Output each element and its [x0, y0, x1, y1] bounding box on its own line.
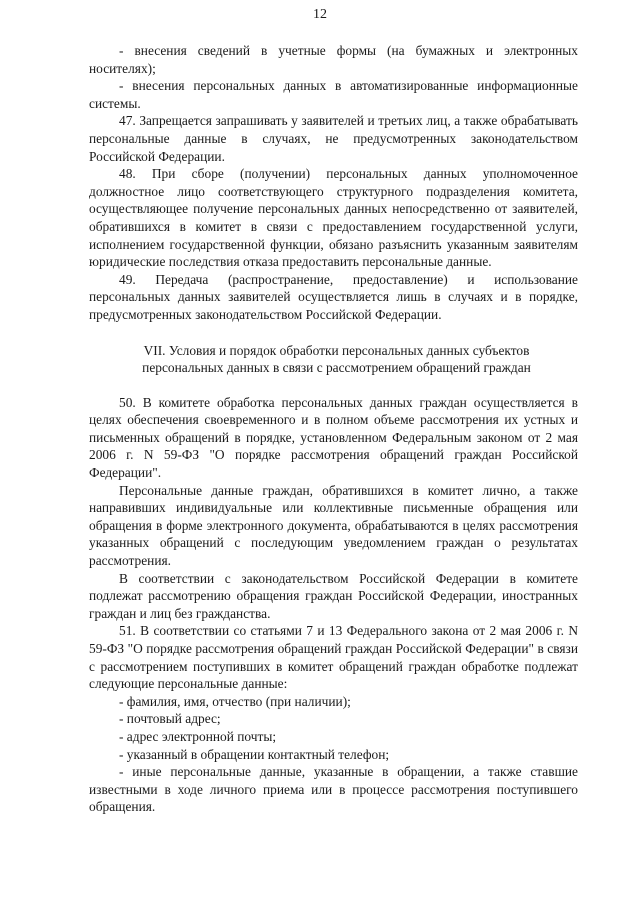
paragraph-51: 51. В соответствии со статьями 7 и 13 Федерального закона от 2 мая 2006 г. N 59-ФЗ "О порядке рассмотрения обращений граждан Российской Федерации" в связи с рассмотрением поступивших в комитет обращений граждан обработке подлежат следующие персональные данные: — [89, 623, 578, 692]
paragraph: Персональные данные граждан, обратившихся в комитет лично, а также направивших индивидуальные или коллективные письменные обращения или обращения в форме электронного документа, обрабатываются в целях рассмотрения указанных обращений с последующим уведомлением граждан о результатах рассмотрения. — [89, 482, 578, 569]
paragraph-48: 48. При сборе (получении) персональных данных уполномоченное должностное лицо соответствующего структурного подразделения комитета, осуществляющее получение персональных данных непосредственно от заявителей, обратившихся в комитет в связи с предоставлением государственной услуги, исполнением государственной функции, обязано разъяснить указанным заявителям юридические последствия отказа предоставить персональные данные. — [89, 166, 578, 270]
section-heading — [89, 342, 578, 377]
paragraph-47: 47. Запрещается запрашивать у заявителей и третьих лиц, а также обрабатывать персональные данные в случаях, не предусмотренных законодательством Российской Федерации. — [89, 113, 578, 164]
page-body — [89, 42, 578, 816]
list-item: - указанный в обращении контактный телефон; — [119, 746, 390, 762]
paragraph-49: 49. Передача (распространение, предоставление) и использование персональных данных заявителей осуществляется лишь в случаях и в порядке, предусмотренных законодательством Российской Федерации. — [89, 271, 578, 322]
list-item: - фамилия, имя, отчество (при наличии); — [119, 693, 351, 709]
list-item: - иные персональные данные, указанные в обращении, а также ставшие известными в ходе личного приема или в процессе рассмотрения поступившего обращения. — [89, 764, 578, 815]
list-item: - почтовый адрес; — [119, 711, 221, 727]
paragraph-50: 50. В комитете обработка персональных данных граждан осуществляется в целях обеспечения своевременного и в полном объеме рассмотрения их устных и письменных обращений в порядке, установленном Федеральным законом от 2 мая 2006 г. N 59-ФЗ "О порядке рассмотрения обращений граждан Российской Федерации". — [89, 394, 578, 481]
spacer — [89, 324, 578, 342]
paragraph-list-item: - внесения сведений в учетные формы (на бумажных и электронных носителях); — [89, 43, 578, 76]
paragraph-list-item: - внесения персональных данных в автоматизированные информационные системы. — [89, 78, 578, 111]
spacer — [89, 377, 578, 394]
section-heading-line: персональных данных в связи с рассмотрением обращений граждан — [142, 360, 531, 376]
paragraph: В соответствии с законодательством Российской Федерации в комитете подлежат рассмотрению обращения граждан Российской Федерации, иностранных граждан и лиц без гражданства. — [89, 570, 578, 621]
page-number: 12 — [313, 7, 327, 22]
list-item: - адрес электронной почты; — [119, 728, 277, 744]
section-heading-line: VII. Условия и порядок обработки персональных данных субъектов — [143, 342, 530, 358]
